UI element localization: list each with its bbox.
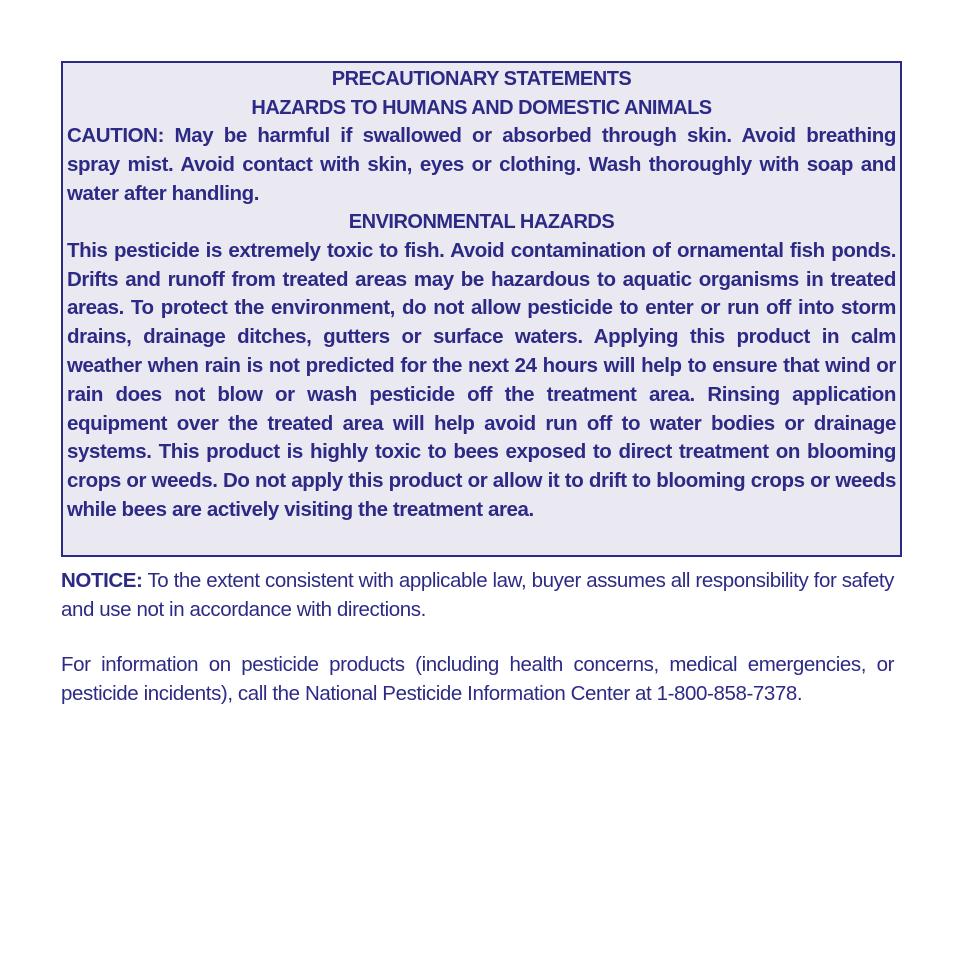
information-paragraph: For information on pesticide products (including health concerns, medical emergencies, or pesticide incidents), call the National Pesticide Information Center at 1-800-858-7378. bbox=[61, 653, 894, 705]
precautionary-statements-box bbox=[61, 61, 902, 557]
notice-label: NOTICE: bbox=[61, 569, 143, 592]
hazards-humans-heading: HAZARDS TO HUMANS AND DOMESTIC ANIMALS bbox=[251, 96, 712, 119]
precautionary-title: PRECAUTIONARY STATEMENTS bbox=[331, 68, 632, 90]
caution-paragraph bbox=[67, 122, 896, 208]
notice-text: To the extent consistent with applicable law, buyer assumes all responsibility for safety and use not in accordance with directions. bbox=[61, 569, 894, 621]
environmental-hazards-heading: ENVIRONMENTAL HAZARDS bbox=[348, 211, 615, 234]
caution-label: CAUTION: bbox=[67, 124, 165, 147]
notice-paragraph bbox=[61, 567, 894, 624]
environmental-hazards-text: This pesticide is extremely toxic to fish. Avoid contamination of ornamental fish ponds. Drifts and runoff from treated areas may be hazardous to aquatic organisms in treated areas. To protect the environment, do not allow pesticide to enter or run off into storm drains, drainage ditches, gutters or surface waters. Applying this product in calm weather when rain is not predicted for the next 24 hours will help to ensure that wind or rain does not blow or wash pesticide off the treatment area. Rinsing application equipment over the treated area will help avoid run off to water bodies or drainage systems. This product is highly toxic to bees exposed to direct treatment on blooming crops or weeds. Do not apply this product or allow it to drift to blooming crops or weeds while bees are actively visiting the treatment area. bbox=[67, 238, 896, 522]
caution-text: May be harmful if swallowed or absorbed through skin. Avoid breathing spray mist. Avoid contact with skin, eyes or clothing. Wash thoroughly with soap and water after handling. bbox=[67, 124, 896, 205]
